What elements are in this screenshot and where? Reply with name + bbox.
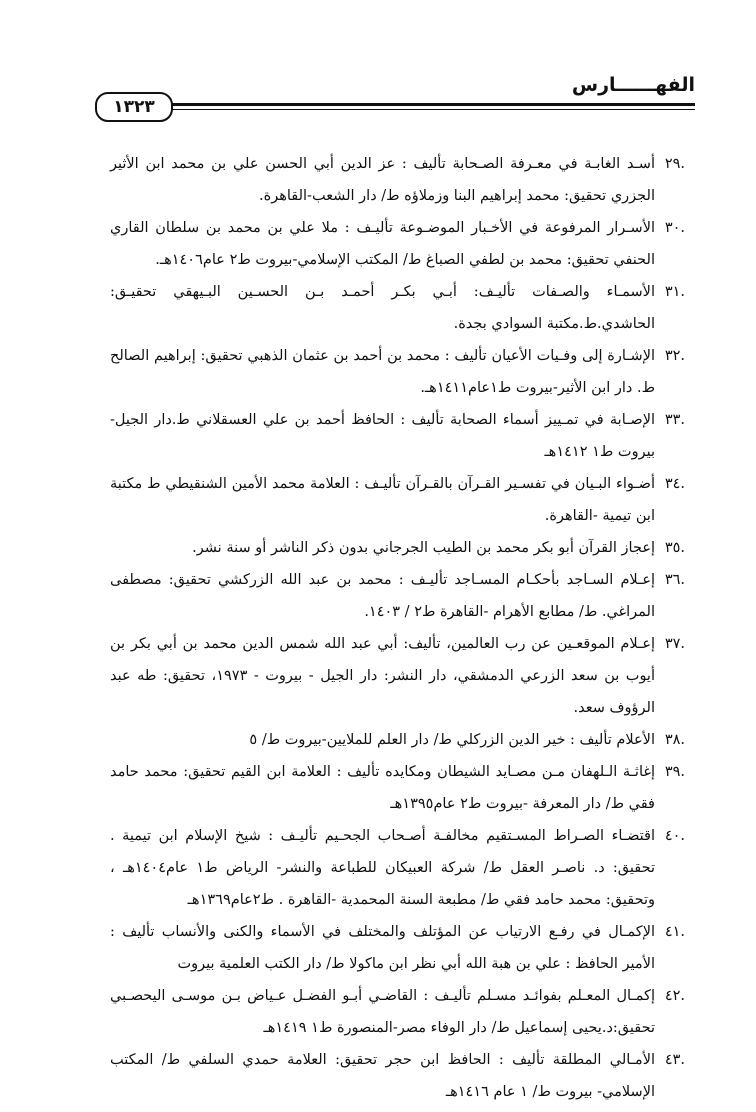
entry-text: أضـواء البـيان في تفسـير القـرآن بالقـرآن تأليـف : العلامة محمد الأمين الشنقيطي ط مكتبة ابن تيمية -القاهرة. — [110, 476, 655, 524]
entry-text: إكمـال المعـلم بفوائـد مسـلم تأليـف : القاضـي أبـو الفضـل عـياض بـن موسـى اليحصـبي تحقيق:د.يحيى إسماعيل ط/ دار الوفاء مصر-المنصورة ط١ ١٤١٩هـ — [110, 988, 655, 1036]
entry-number: ٤٣. — [664, 1052, 685, 1068]
entry-number: ٣٩. — [664, 764, 685, 780]
entry-number: ٣٧. — [664, 636, 685, 652]
bibliography-entry — [110, 724, 685, 756]
header-rule-thin — [165, 109, 695, 110]
entry-number: ٣٤. — [664, 476, 685, 492]
entry-text: أسـد الغابـة في معـرفة الصـحابة تأليف : عز الدين أبي الحسن علي بن محمد ابن الأثير الجزري تحقيق: محمد إبراهيم البنا وزملاؤه ط/ دار الشعب-القاهرة. — [110, 156, 655, 204]
bibliography-entry — [110, 1044, 685, 1108]
entry-number: ٤٢. — [664, 988, 685, 1004]
entry-text: إعجاز القرآن أبو بكر محمد بن الطيب الجرجاني بدون ذكر الناشر أو سنة نشر. — [192, 540, 655, 556]
entry-number: ٤١. — [664, 924, 685, 940]
bibliography-entry — [110, 276, 685, 340]
entry-text: إعـلام الموقعـين عن رب العالمين، تأليف: أبي عبد الله شمس الدين محمد بن أبي بكر بن أيوب بن سعد الزرعي الدمشقي، دار النشر: دار الجيل - بيروت - ١٩٧٣، تحقيق: طه عبد الرؤوف سعد. — [110, 636, 655, 716]
bibliography-entry — [110, 980, 685, 1044]
entry-text: الإكمـال في رفـع الارتياب عن المؤتلف والمختلف في الأسماء والكنى والأنساب تأليف : الأمير الحافظ : علي بن هبة الله أبي نظر ابن ماكولا ط/ دار الكتب العلمية بيروت — [110, 924, 655, 972]
entry-number: ٣٥. — [664, 540, 685, 556]
bibliography-entry — [110, 340, 685, 404]
bibliography-entry — [110, 532, 685, 564]
entry-text: الأمـالي المطلقة تأليف : الحافظ ابن حجر تحقيق: العلامة حمدي السلفي ط/ المكتب الإسلامي- بيروت ط/ ١ عام ١٤١٦هـ — [110, 1052, 655, 1100]
entry-number: ٣٢. — [664, 348, 685, 364]
entry-text: الأسـرار المرفوعة في الأخـبار الموضـوعة تأليـف : ملا علي بن محمد بن سلطان القاري الحنفي تحقيق: محمد بن لطفي الصباغ ط/ المكتب الإسلامي-بيروت ط٢ عام١٤٠٦هـ. — [110, 220, 655, 268]
entry-text: إغاثـة الـلهفان مـن مصـايد الشيطان ومكايده تأليف : العلامة ابن القيم تحقيق: محمد حامد فقي ط/ دار المعرفة -بيروت ط٢ عام١٣٩٥هـ — [110, 764, 655, 812]
entry-number: ٣١. — [664, 284, 685, 300]
page-number: ١٣٢٣ — [95, 92, 173, 122]
entry-number: ٢٩. — [664, 156, 685, 172]
entry-number: ٣٦. — [664, 572, 685, 588]
entry-number: ٣٠. — [664, 220, 685, 236]
running-title: الفهــــــارس — [571, 74, 695, 96]
bibliography-entry — [110, 404, 685, 468]
entry-number: ٤٠. — [664, 828, 685, 844]
bibliography-entry — [110, 820, 685, 916]
entry-text: الإشـارة إلى وفـيات الأعيان تأليف : محمد بن أحمد بن عثمان الذهبي تحقيق: إبراهيم الصالح ط. دار ابن الأثير-بيروت ط١عام١٤١١هـ. — [110, 348, 655, 396]
entry-text: الأسمـاء والصـفات تأليـف: أبـي بكـر أحمـد بـن الحسـين البـيهقي تحقيـق: الحاشدي.ط.مكتبة السوادي بجدة. — [110, 284, 655, 332]
header-rule — [165, 103, 695, 106]
bibliography-entry — [110, 916, 685, 980]
bibliography-entry — [110, 564, 685, 628]
bibliography-entry — [110, 212, 685, 276]
entry-text: إعـلام السـاجد بأحكـام المسـاجد تأليـف : محمد بن عبد الله الزركشي تحقيق: مصطفى المراغي. ط/ مطابع الأهرام -القاهرة ط٢ / ١٤٠٣. — [110, 572, 655, 620]
page-header — [95, 72, 695, 122]
bibliography-list — [110, 148, 685, 1108]
entry-number: ٣٣. — [664, 412, 685, 428]
bibliography-entry — [110, 148, 685, 212]
entry-text: اقتضـاء الصـراط المسـتقيم مخالفـة أصـحاب الجحـيم تأليـف : شيخ الإسلام ابن تيمية . تحقيق: د. ناصـر العقل ط/ شركة العبيكان للطباعة والنشر- الرياض ط١ عام١٤٠٤هـ ، وتحقيق: محمد حامد فقي ط/ مطبعة السنة المحمدية -القاهرة . ط٢عام١٣٦٩هـ — [110, 828, 656, 908]
bibliography-entry — [110, 468, 685, 532]
entry-text: الإصـابة في تمـييز أسماء الصحابة تأليف : الحافظ أحمد بن علي العسقلاني ط.دار الجيل-بيروت ط١ ١٤١٢هـ — [110, 412, 655, 460]
bibliography-entry — [110, 756, 685, 820]
entry-number: ٣٨. — [664, 732, 685, 748]
entry-text: الأعلام تأليف : خير الدين الزركلي ط/ دار العلم للملايين-بيروت ط/ ٥ — [249, 732, 655, 748]
bibliography-entry — [110, 628, 685, 724]
